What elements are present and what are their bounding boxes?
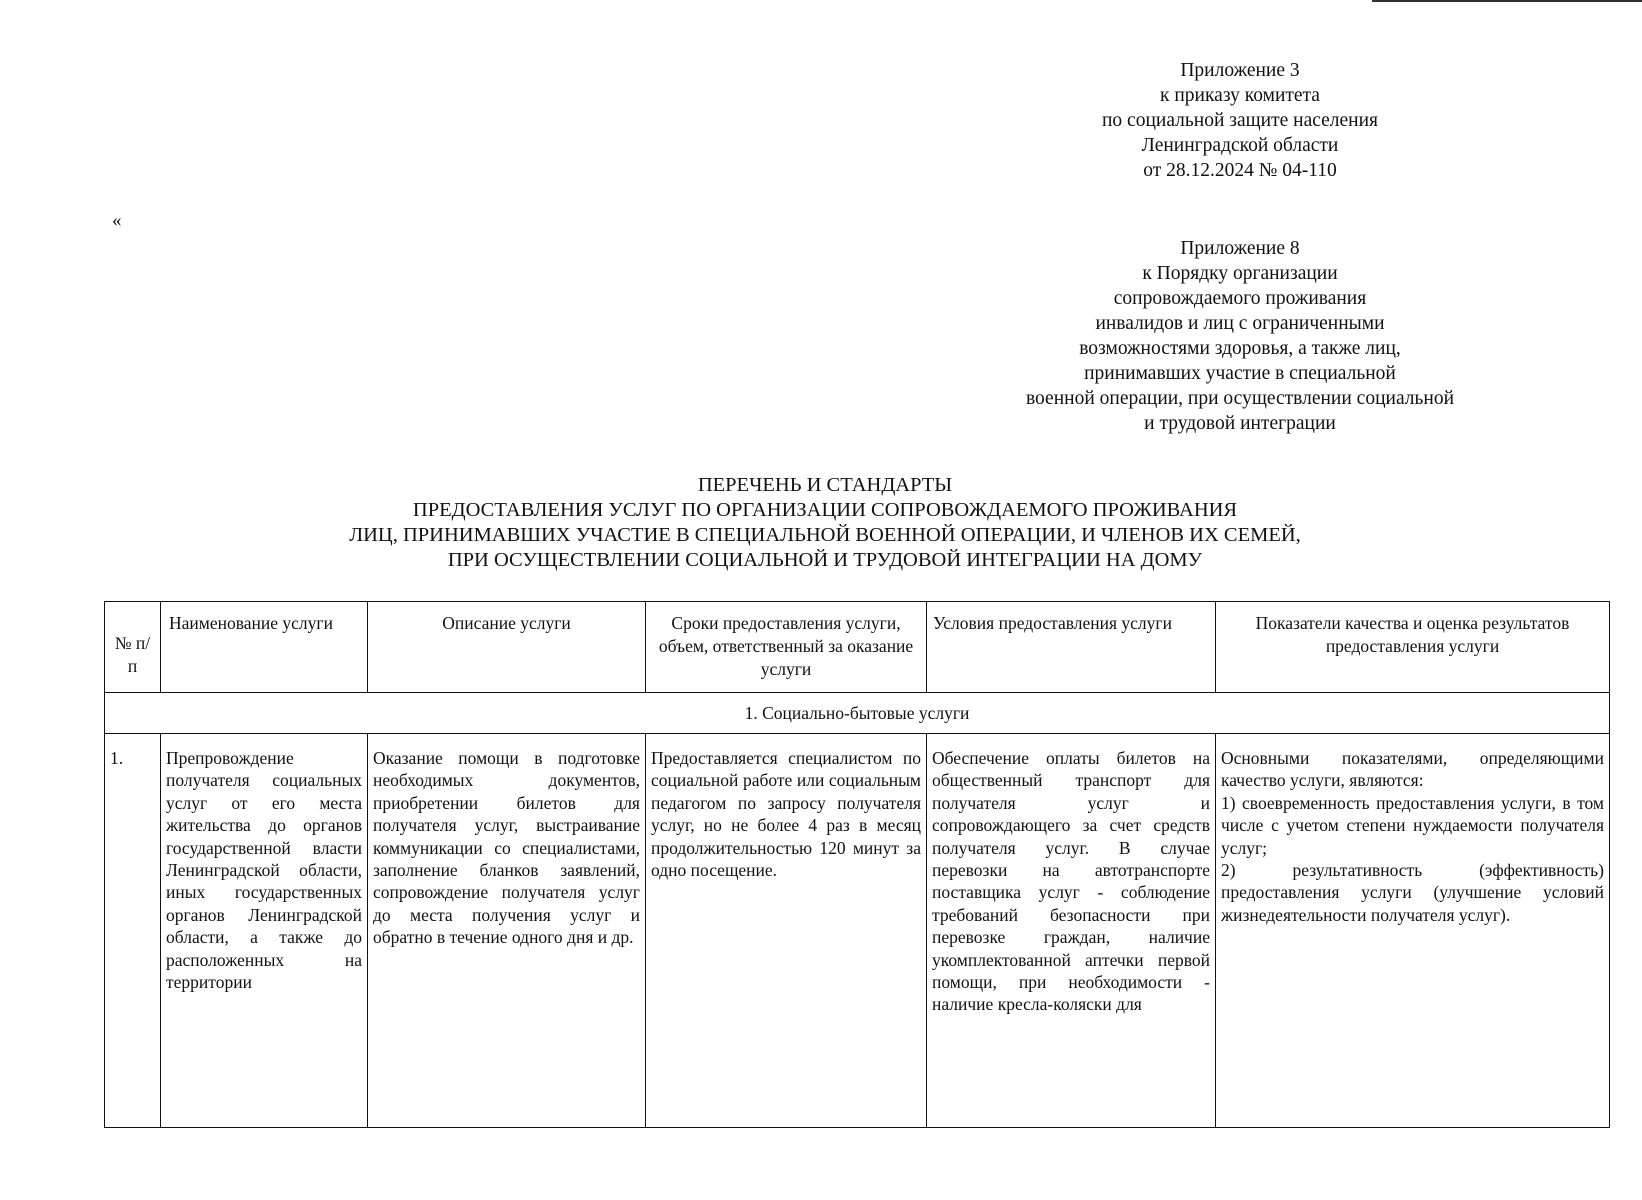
document-title-line: ПЕРЕЧЕНЬ И СТАНДАРТЫ <box>697 474 953 496</box>
document-title-line: ПРЕДОСТАВЛЕНИЯ УСЛУГ ПО ОРГАНИЗАЦИИ СОПРОВОЖДАЕМОГО ПРОЖИВАНИЯ <box>412 499 1238 521</box>
appendix-8-line: военной операции, при осуществлении социальной <box>1025 388 1455 409</box>
table-row <box>105 734 1610 1128</box>
services-table <box>104 601 1610 1128</box>
section-title: 1. Социально-бытовые услуги <box>105 693 1610 734</box>
header-description: Описание услуги <box>368 602 646 693</box>
appendix-3-line: к приказу комитета <box>1160 85 1320 106</box>
section-row <box>105 693 1610 734</box>
appendix-3-line: Приложение 3 <box>1180 60 1300 81</box>
appendix-3-block <box>1030 58 1450 183</box>
appendix-3-line: Ленинградской области <box>1141 135 1339 156</box>
header-number: № п/п <box>105 602 161 693</box>
cell-service-name: Препровождение получателя социальных услуг от его места жительства до органов государственной власти Ленинградской области, иных государственных органов Ленинградской области, а также до расположенных на территории <box>161 734 368 1128</box>
cell-description: Оказание помощи в подготовке необходимых документов, приобретении билетов для получателя услуг, выстраивание коммуникации со специалистами, заполнение бланков заявлений, сопровождение получателя услуг до места получения услуг и обратно в течение одного дня и др. <box>368 734 646 1128</box>
document-title-line: ПРИ ОСУЩЕСТВЛЕНИИ СОЦИАЛЬНОЙ И ТРУДОВОЙ ИНТЕГРАЦИИ НА ДОМУ <box>447 549 1203 571</box>
appendix-8-line: к Порядку организации <box>1142 263 1338 284</box>
appendix-8-line: инвалидов и лиц с ограниченными <box>1095 313 1385 334</box>
appendix-8-line: принимавших участие в специальной <box>1084 363 1396 384</box>
appendix-8-block <box>980 236 1500 436</box>
header-service-name: Наименование услуги <box>161 602 368 693</box>
appendix-8-line: Приложение 8 <box>1180 238 1300 259</box>
appendix-3-line: по социальной защите населения <box>1101 110 1378 131</box>
header-conditions: Условия предоставления услуги <box>927 602 1216 693</box>
cell-quality: Основными показателями, определяющими качество услуги, являются: 1) своевременность предоставления услуги, в том числе с учетом степени нуждаемости получателя услуг; 2) результативность (эффективность) предоставления услуги (улучшение условий жизнедеятельности получателя услуг). <box>1216 734 1610 1128</box>
document-title-line: ЛИЦ, ПРИНИМАВШИХ УЧАСТИЕ В СПЕЦИАЛЬНОЙ ВОЕННОЙ ОПЕРАЦИИ, И ЧЛЕНОВ ИХ СЕМЕЙ, <box>349 524 1301 546</box>
header-quality: Показатели качества и оценка результатов предоставления услуги <box>1216 602 1610 693</box>
table-header-row <box>105 602 1610 693</box>
cell-conditions: Обеспечение оплаты билетов на общественный транспорт для получателя услуг и сопровождающего за счет средств получателя услуг. В случае перевозки на автотранспорте поставщика услуг - соблюдение требований безопасности при перевозке граждан, наличие укомплектованной аптечки первой помощи, при необходимости - наличие кресла-коляски для <box>927 734 1216 1128</box>
opening-quote-mark: « <box>112 210 122 231</box>
header-terms: Сроки предоставления услуги, объем, ответственный за оказание услуги <box>646 602 927 693</box>
scan-edge-line <box>1372 0 1642 2</box>
appendix-8-line: сопровождаемого проживания <box>1113 288 1367 309</box>
cell-number: 1. <box>105 734 161 1128</box>
cell-terms: Предоставляется специалистом по социальной работе или социальным педагогом по запросу получателя услуг, но не более 4 раз в месяц продолжительностью 120 минут за одно посещение. <box>646 734 927 1128</box>
appendix-8-line: возможностями здоровья, а также лиц, <box>1079 338 1401 359</box>
appendix-3-line: от 28.12.2024 № 04-110 <box>1143 160 1337 181</box>
document-title <box>200 473 1450 573</box>
appendix-8-line: и трудовой интеграции <box>1144 413 1336 434</box>
